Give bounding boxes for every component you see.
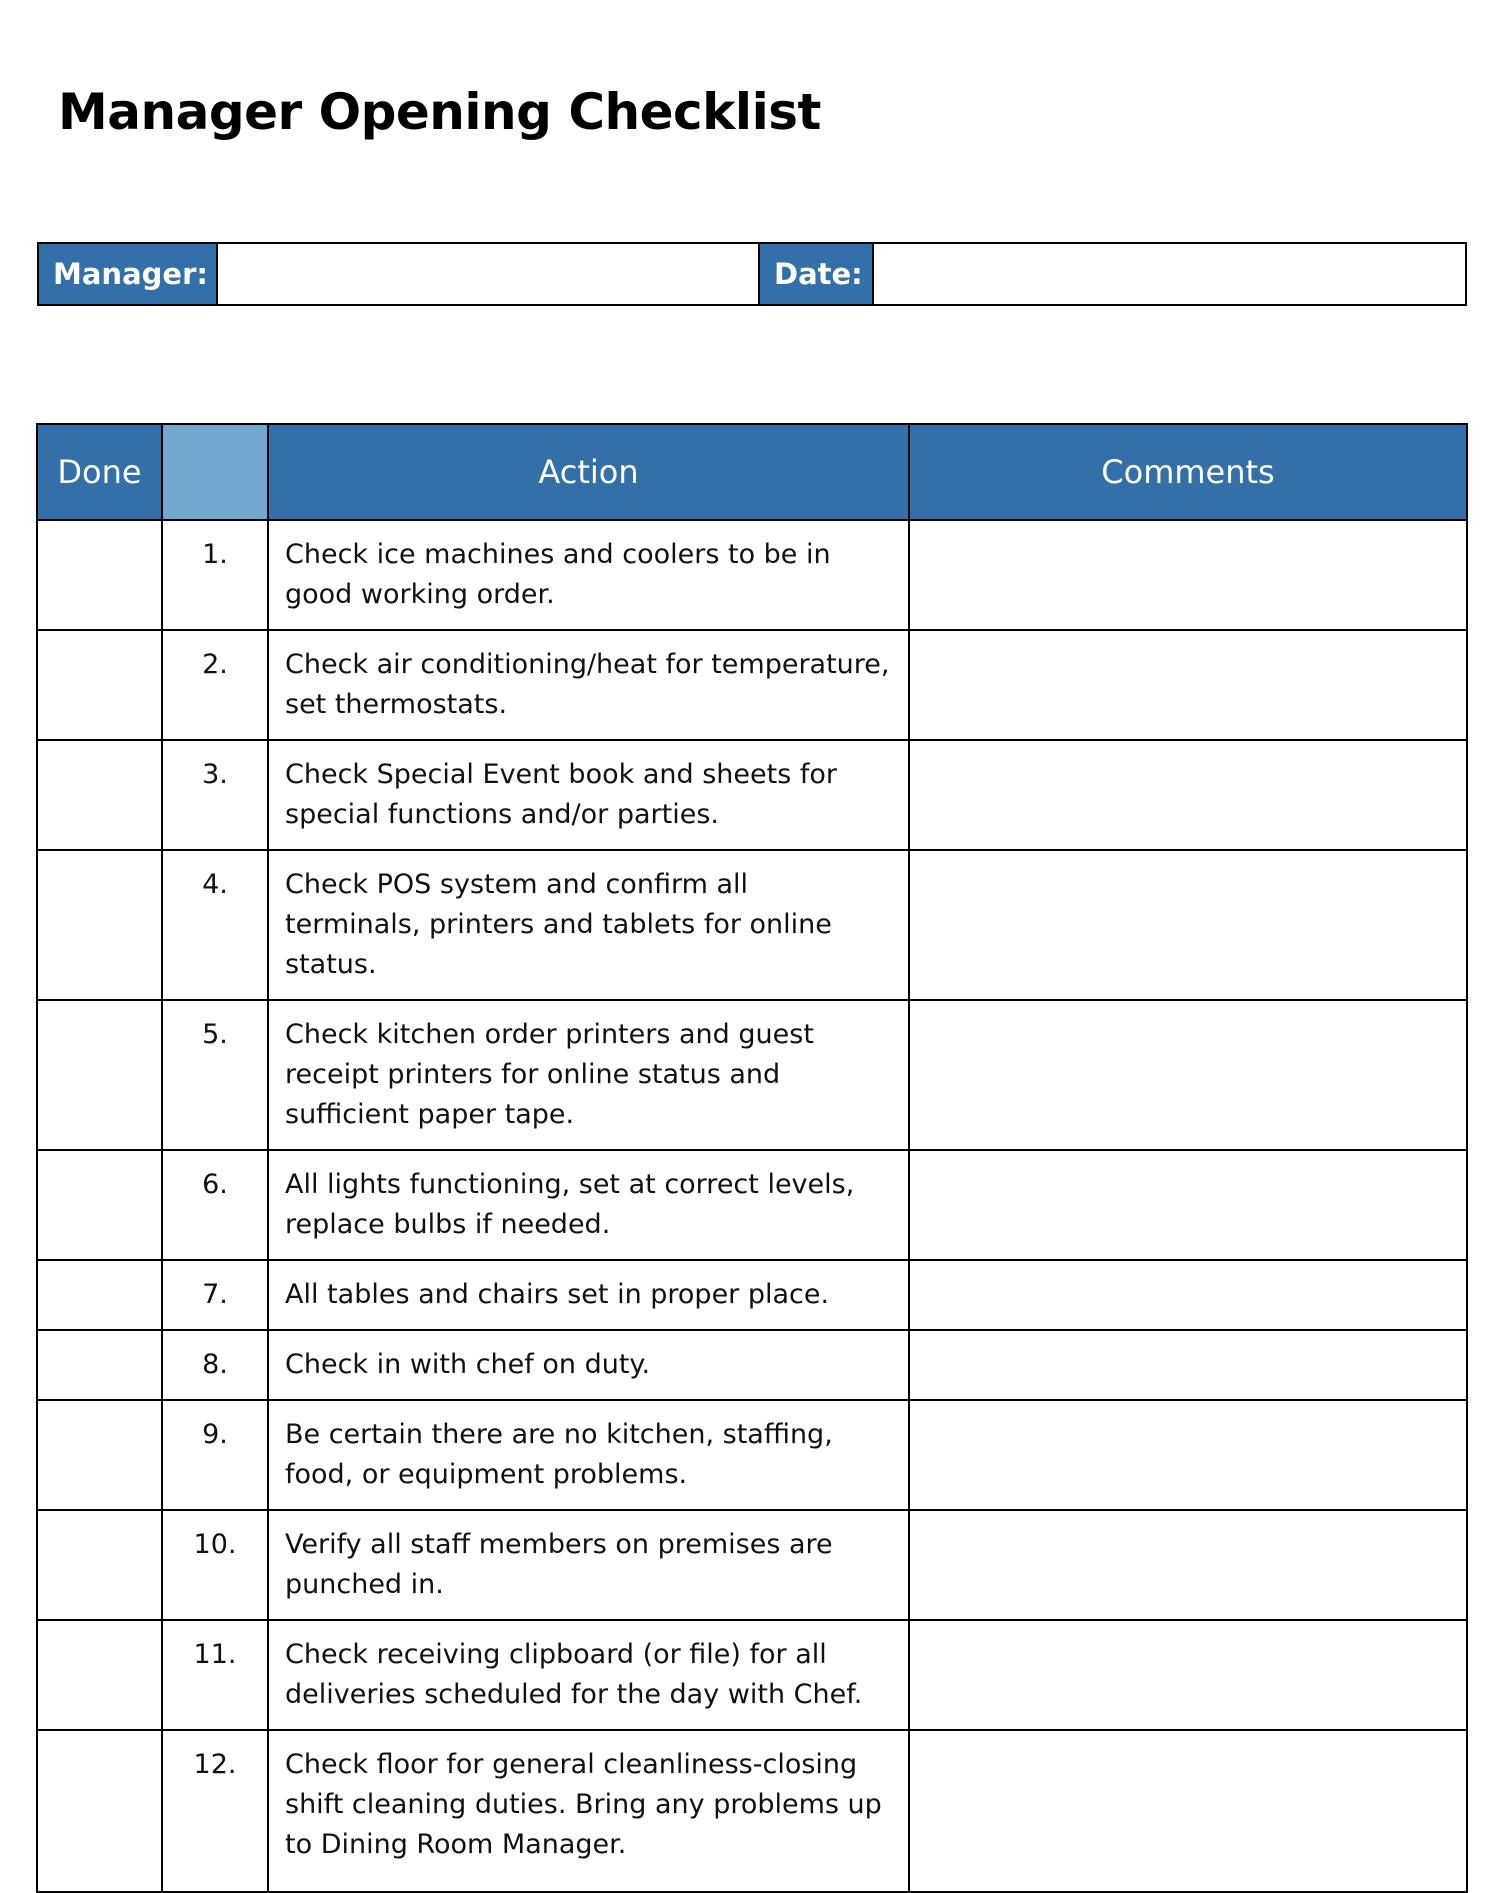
checklist-row [37, 1620, 1467, 1730]
comments-cell[interactable] [909, 1510, 1467, 1620]
row-number: 12. [162, 1730, 268, 1892]
comments-cell[interactable] [909, 1620, 1467, 1730]
action-text: All lights functioning, set at correct levels, replace bulbs if needed. [268, 1150, 909, 1260]
action-text: Check in with chef on duty. [268, 1330, 909, 1400]
row-number: 8. [162, 1330, 268, 1400]
action-text: Check Special Event book and sheets for special functions and/or parties. [268, 740, 909, 850]
manager-info-table [37, 242, 1467, 306]
checklist-row [37, 1330, 1467, 1400]
action-text: Check ice machines and coolers to be in good working order. [268, 520, 909, 630]
checklist-row [37, 1000, 1467, 1150]
done-checkbox-cell[interactable] [37, 1400, 162, 1510]
action-text: Check floor for general cleanliness-closing shift cleaning duties. Bring any problems up to Dining Room Manager. [268, 1730, 909, 1892]
row-number: 3. [162, 740, 268, 850]
done-checkbox-cell[interactable] [37, 850, 162, 1000]
checklist-row [37, 740, 1467, 850]
done-column-header: Done [37, 424, 162, 520]
manager-info-row [38, 243, 1466, 305]
checklist-body [37, 520, 1467, 1892]
date-label: Date: [759, 243, 873, 305]
comments-cell[interactable] [909, 1150, 1467, 1260]
date-field[interactable] [873, 243, 1466, 305]
done-checkbox-cell[interactable] [37, 1150, 162, 1260]
comments-column-header: Comments [909, 424, 1467, 520]
checklist-row [37, 1150, 1467, 1260]
done-checkbox-cell[interactable] [37, 740, 162, 850]
done-checkbox-cell[interactable] [37, 1620, 162, 1730]
checklist-row [37, 850, 1467, 1000]
row-number: 6. [162, 1150, 268, 1260]
action-text: Verify all staff members on premises are punched in. [268, 1510, 909, 1620]
action-text: All tables and chairs set in proper place. [268, 1260, 909, 1330]
row-number: 7. [162, 1260, 268, 1330]
row-number: 1. [162, 520, 268, 630]
comments-cell[interactable] [909, 1400, 1467, 1510]
row-number: 9. [162, 1400, 268, 1510]
checklist-row [37, 1400, 1467, 1510]
done-checkbox-cell[interactable] [37, 1260, 162, 1330]
checklist-row [37, 1730, 1467, 1892]
comments-cell[interactable] [909, 1330, 1467, 1400]
done-checkbox-cell[interactable] [37, 1000, 162, 1150]
row-number: 2. [162, 630, 268, 740]
comments-cell[interactable] [909, 1730, 1467, 1892]
done-checkbox-cell[interactable] [37, 1330, 162, 1400]
checklist-table [36, 423, 1468, 1893]
page-title: Manager Opening Checklist [58, 83, 821, 141]
action-text: Check air conditioning/heat for temperature, set thermostats. [268, 630, 909, 740]
row-number: 11. [162, 1620, 268, 1730]
action-text: Check kitchen order printers and guest receipt printers for online status and sufficient paper tape. [268, 1000, 909, 1150]
done-checkbox-cell[interactable] [37, 1730, 162, 1892]
comments-cell[interactable] [909, 740, 1467, 850]
checklist-row [37, 520, 1467, 630]
done-checkbox-cell[interactable] [37, 630, 162, 740]
comments-cell[interactable] [909, 520, 1467, 630]
number-column-header [162, 424, 268, 520]
checklist-row [37, 630, 1467, 740]
action-text: Be certain there are no kitchen, staffing, food, or equipment problems. [268, 1400, 909, 1510]
action-text: Check receiving clipboard (or file) for all deliveries scheduled for the day with Chef. [268, 1620, 909, 1730]
manager-field[interactable] [217, 243, 759, 305]
action-column-header: Action [268, 424, 909, 520]
done-checkbox-cell[interactable] [37, 520, 162, 630]
row-number: 4. [162, 850, 268, 1000]
checklist-row [37, 1260, 1467, 1330]
comments-cell[interactable] [909, 1000, 1467, 1150]
comments-cell[interactable] [909, 1260, 1467, 1330]
done-checkbox-cell[interactable] [37, 1510, 162, 1620]
comments-cell[interactable] [909, 630, 1467, 740]
row-number: 10. [162, 1510, 268, 1620]
comments-cell[interactable] [909, 850, 1467, 1000]
action-text: Check POS system and confirm all terminals, printers and tablets for online status. [268, 850, 909, 1000]
row-number: 5. [162, 1000, 268, 1150]
checklist-row [37, 1510, 1467, 1620]
checklist-header-row [37, 424, 1467, 520]
manager-label: Manager: [38, 243, 217, 305]
